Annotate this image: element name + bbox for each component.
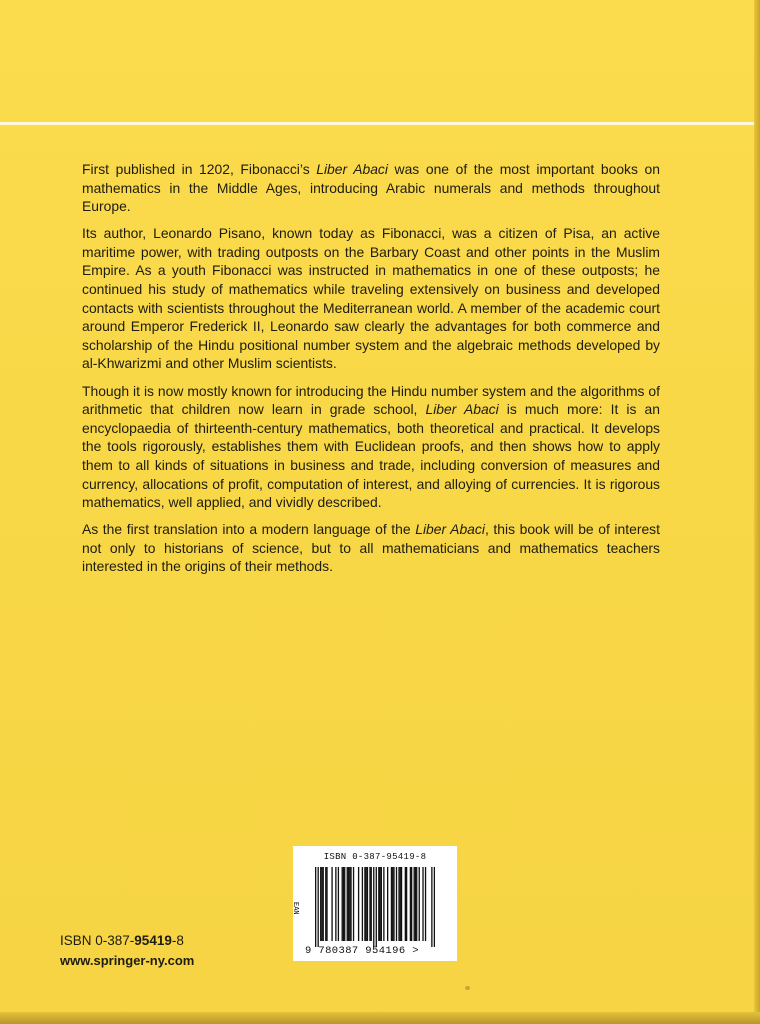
barcode-bar — [325, 867, 326, 941]
barcode-bar — [373, 867, 374, 947]
barcode-bar — [381, 867, 382, 941]
barcode-bar — [358, 867, 359, 941]
barcode-bar — [367, 867, 368, 941]
barcode-bar — [320, 867, 321, 941]
book-title-italic: Liber Abaci — [415, 521, 485, 538]
barcode-bar — [406, 867, 407, 941]
barcode-bar — [331, 867, 332, 941]
barcode-bar — [411, 867, 412, 941]
barcode-bar — [353, 867, 354, 941]
barcode-bar — [349, 867, 350, 941]
back-cover-blurb — [82, 160, 660, 584]
barcode-isbn-label: ISBN 0-387-95419-8 — [323, 852, 427, 862]
blurb-paragraph-1: First published in 1202, Fibonacci’s Liber Abaci was one of the most important books on mathematics in the Middle Ages, introducing Arabic numerals and methods throughout Europe. — [82, 161, 660, 215]
barcode-bar — [338, 867, 339, 941]
barcode-bar — [348, 867, 349, 941]
barcode-bar — [383, 867, 384, 941]
barcode-bar — [344, 867, 345, 941]
barcode-bar — [396, 867, 397, 941]
barcode-bar — [405, 867, 406, 941]
barcode-bar — [393, 867, 394, 941]
barcode-bar — [321, 867, 322, 941]
barcode-bar — [425, 867, 426, 941]
barcode-bar — [369, 867, 370, 941]
barcode-ean-label: EAN — [291, 902, 299, 915]
barcode-bar — [392, 867, 393, 941]
barcode-bar — [387, 867, 388, 941]
barcode-bar — [422, 867, 423, 941]
barcode-bar — [371, 867, 372, 941]
blurb-paragraph-3: Though it is now mostly known for introducing the Hindu number system and the algorithms of arithmetic that children now learn in grade school, Liber Abaci is much more: It is an encyclopaedia of thirteenth-century mathematics, both theoretical and practical. It develops the tools rigorously, establishes them with Euclidean proofs, and then shows how to apply them to all kinds of situations in business and trade, including conversion of measures and currency, allocations of profit, computation of interest, and alloying of currencies. It is rigorous mathematics, well applied, and vividly described. — [82, 382, 660, 511]
barcode-bar — [400, 867, 401, 941]
barcode-bar — [415, 867, 416, 941]
barcode-bar — [416, 867, 417, 941]
barcode-bar — [342, 867, 343, 941]
barcode-bar — [335, 867, 336, 941]
cover-speck — [465, 986, 470, 990]
barcode-bar — [419, 867, 420, 941]
barcode-bar — [323, 867, 324, 941]
barcode-bar — [398, 867, 399, 941]
barcode-bar — [347, 867, 348, 941]
book-title-italic: Liber Abaci — [425, 401, 499, 418]
barcode-bar — [401, 867, 402, 941]
barcode-bar — [366, 867, 367, 941]
barcode-bar — [378, 867, 379, 941]
cover-edge-bottom — [0, 1012, 760, 1024]
barcode-bar — [376, 867, 377, 947]
isbn-number: ISBN 0-387-95419-8 — [60, 933, 184, 948]
book-title-italic: Liber Abaci — [316, 161, 388, 177]
barcode-bar — [434, 867, 435, 947]
barcode-bar — [315, 867, 316, 947]
publisher-website: www.springer-ny.com — [60, 953, 195, 968]
horizontal-rule — [0, 122, 760, 125]
barcode-bar — [391, 867, 392, 941]
barcode-bar — [362, 867, 363, 941]
barcode-bar — [326, 867, 327, 941]
barcode-bar — [379, 867, 380, 941]
barcode-bar — [318, 867, 319, 947]
barcode-bar — [410, 867, 411, 941]
barcode-bar — [364, 867, 365, 941]
barcode-bar — [343, 867, 344, 941]
barcode-bar — [350, 867, 351, 941]
blurb-paragraph-2: Its author, Leonardo Pisano, known today as Fibonacci, was a citizen of Pisa, an active maritime power, with trading outposts on the Barbary Coast and other points in the Muslim Empire. As a youth Fibonacci was instructed in mathematics in one of these outposts; he continued his study of mathematics while traveling extensively on business and developed contacts with scientists throughout the Mediterranean world. A member of the academic court around Emperor Frederick II, Leonardo saw clearly the advantages for both commerce and scholarship of the Hindu positional number system and the algebraic methods developed by al-Khwarizmi and other Muslim scientists. — [82, 225, 660, 372]
barcode-bars — [315, 867, 435, 949]
barcode-bar — [431, 867, 432, 947]
cover-edge-right — [754, 0, 760, 1024]
barcode-bar — [414, 867, 415, 941]
barcode-digits: 9 780387 954196 > — [305, 945, 419, 957]
barcode — [293, 846, 457, 961]
blurb-paragraph-4: As the first translation into a modern language of the Liber Abaci, this book will be of interest not only to historians of science, but to all mathematicians and mathematics teachers interested in the origins of their methods. — [82, 521, 660, 575]
